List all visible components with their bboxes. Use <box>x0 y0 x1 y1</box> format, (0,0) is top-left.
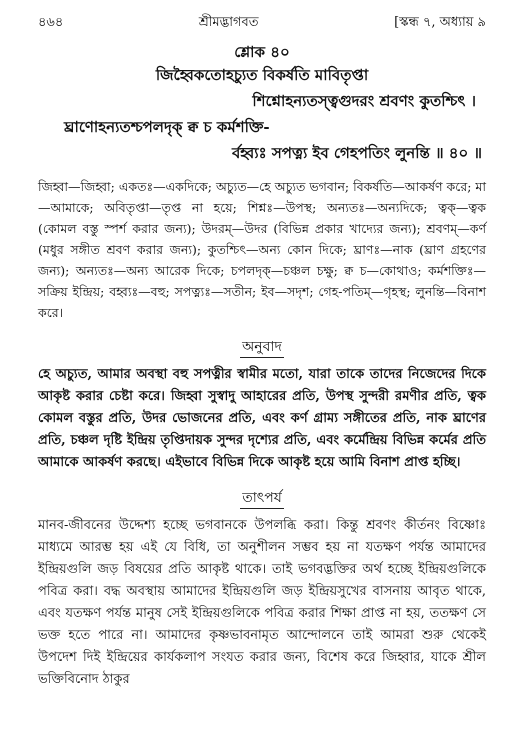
verse-line: র্বহ্ব্যঃ সপত্ন্য ইব গেহপতিং লুনন্তি ॥ ৪০ ॥ <box>231 144 482 162</box>
translation-heading: অনুবাদ <box>38 337 486 358</box>
book-title: শ্রীমদ্ভাগবত <box>198 15 259 30</box>
purport-text: মানব-জীবনের উদ্দেশ্য হচ্ছে ভগবানকে উপলব্ধি করা। কিন্তু শ্রবণং কীর্তনং বিষ্ণোঃ মাধ্যমে আরম্ভ হয় এই যে বিধি, তা অনুশীলন সম্ভব হয় না যতক্ষণ পর্যন্ত আমাদের ইন্দ্রিয়গুলি জড় বিষয়ের প্রতি আকৃষ্ট থাকে। তাই ভগবদ্ভক্তির অর্থ হচ্ছে ইন্দ্রিয়গুলিকে পবিত্র করা। বদ্ধ অবস্থায় আমাদের ইন্দ্রিয়গুলি জড় ইন্দ্রিয়সুখের বাসনায় আবৃত থাকে, এবং যতক্ষণ পর্যন্ত মানুষ সেই ইন্দ্রিয়গুলিকে পবিত্র করার শিক্ষা প্রাপ্ত না হয়, ততক্ষণ সে ভক্ত হতে পারে না। আমাদের কৃষ্ণভাবনামৃত আন্দোলনে তাই আমরা শুরু থেকেই উপদেশ দিই ইন্দ্রিয়ের কার্যকলাপ সংযত করার জন্য, বিশেষ করে জিহ্বার, যাকে শ্রীল ভক্তিবিনোদ ঠাকুর <box>38 518 486 687</box>
chapter-reference: [স্কন্ধ ৭, অধ্যায় ৯ <box>394 15 486 30</box>
translation-text: হে অচ্যুত, আমার অবস্থা বহু সপত্নীর স্বামীর মতো, যারা তাকে তাদের নিজেদের দিকে আকৃষ্ট করার চেষ্টা করে। জিহ্বা সুস্বাদু আহারের প্রতি, উপস্থ সুন্দরী রমণীর প্রতি, ত্বক কোমল বস্তুর প্রতি, উদর ভোজনের প্রতি, এবং কর্ণ গ্রাম্য সঙ্গীতের প্রতি, নাক ঘ্রাণের প্রতি, চঞ্চল দৃষ্টি ইন্দ্রিয় তৃপ্তিদায়ক সুন্দর দৃশ্যের প্রতি, এবং কর্মেন্দ্রিয় বিভিন্ন কর্মের প্রতি আমাকে আকর্ষণ করছে। এইভাবে বিভিন্ন দিকে আকৃষ্ট হয়ে আমি বিনাশ প্রাপ্ত হচ্ছি। <box>38 367 486 470</box>
word-for-word-synonyms: জিহ্বা—জিহ্বা; একতঃ—একদিকে; অচ্যুত—হে অচ্যুত ভগবান; বিকর্ষতি—আকর্ষণ করে; মা—আমাকে; অবিতৃপ্তা—তৃপ্ত না হয়ে; শিশ্নঃ—উপস্থ; অন্যতঃ—অন্যদিকে; ত্বক্—ত্বক (কোমল বস্তু স্পর্শ করার জন্য); উদরম্—উদর (বিভিন্ন প্রকার খাদ্যের জন্য); শ্রবণম্—কর্ণ (মধুর সঙ্গীত শ্রবণ করার জন্য); কুতশ্চিৎ—অন্য কোন দিকে; ঘ্রাণঃ—নাক (ঘ্রাণ গ্রহণের জন্য); অন্যতঃ—অন্য আরেক দিকে; চপলদৃক্—চঞ্চল চক্ষু; ক্ব চ—কোথাও; কর্মশক্তিঃ—সক্রিয় ইন্দ্রিয়; বহ্ব্যঃ—বহু; সপত্ন্যঃ—সতীন; ইব—সদৃশ; গেহ-পতিম্—গৃহস্থ; লুনন্তি—বিনাশ করে। <box>38 179 486 320</box>
page-number: ৪৬৪ <box>38 15 64 30</box>
book-page <box>38 14 486 691</box>
sanskrit-verse <box>38 62 486 166</box>
verse-line: ঘ্রাণোহন্যতশ্চপলদৃক্ ক্ব চ কর্মশক্তি- <box>64 118 270 136</box>
verse-number: শ্লোক ৪০ <box>234 43 290 61</box>
verse-line: জিহ্বৈকতোহচ্যুত বিকর্ষতি মাবিতৃপ্তা <box>155 66 369 84</box>
page-header <box>38 14 486 34</box>
purport-heading: তাৎপর্য <box>38 488 486 509</box>
verse-line: শিশ্নোহন্যতস্ত্বগুদরং শ্রবণং কুতশ্চিৎ । <box>252 92 476 110</box>
